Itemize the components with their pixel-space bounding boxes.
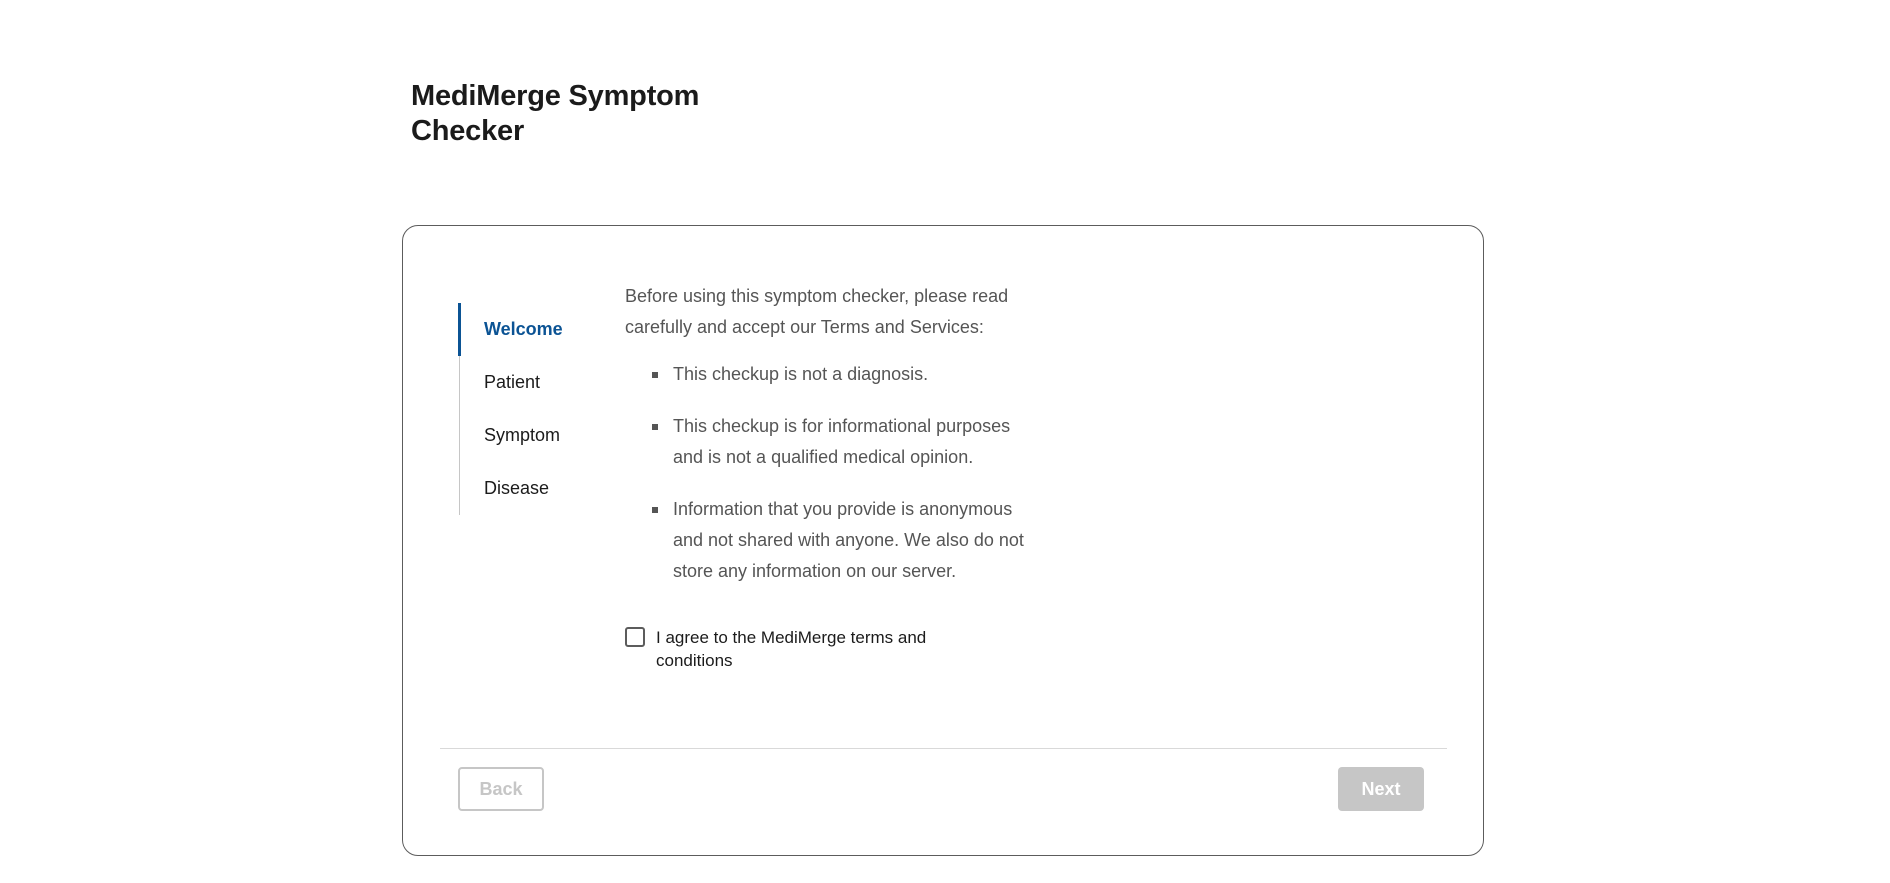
terms-list-item: This checkup is not a diagnosis. <box>625 359 1045 390</box>
terms-list <box>625 359 1045 587</box>
step-label: Disease <box>484 478 550 498</box>
step-welcome[interactable] <box>460 303 600 356</box>
terms-list-item: Information that you provide is anonymous and not shared with anyone. We also do not store any information on our server. <box>625 494 1045 587</box>
step-patient[interactable] <box>460 356 600 409</box>
step-disease[interactable] <box>460 462 600 515</box>
intro-text: Before using this symptom checker, please read carefully and accept our Terms and Services: <box>625 286 1009 337</box>
welcome-content <box>625 281 1045 608</box>
step-label: Symptom <box>484 425 561 445</box>
back-button[interactable]: Back <box>458 767 544 811</box>
next-button[interactable]: Next <box>1338 767 1424 811</box>
page-title: MediMerge Symptom Checker <box>411 80 700 147</box>
agree-terms-checkbox[interactable] <box>625 627 645 647</box>
footer-divider <box>440 748 1447 749</box>
step-label: Patient <box>484 372 541 392</box>
step-navigation <box>459 303 600 515</box>
symptom-checker-card <box>402 225 1484 856</box>
agree-terms-label[interactable]: I agree to the MediMerge terms and conditions <box>656 628 927 670</box>
step-label: Welcome <box>484 319 563 339</box>
terms-list-item: This checkup is for informational purposes and is not a qualified medical opinion. <box>625 411 1045 473</box>
agree-terms-row <box>625 626 946 672</box>
step-symptom[interactable] <box>460 409 600 462</box>
